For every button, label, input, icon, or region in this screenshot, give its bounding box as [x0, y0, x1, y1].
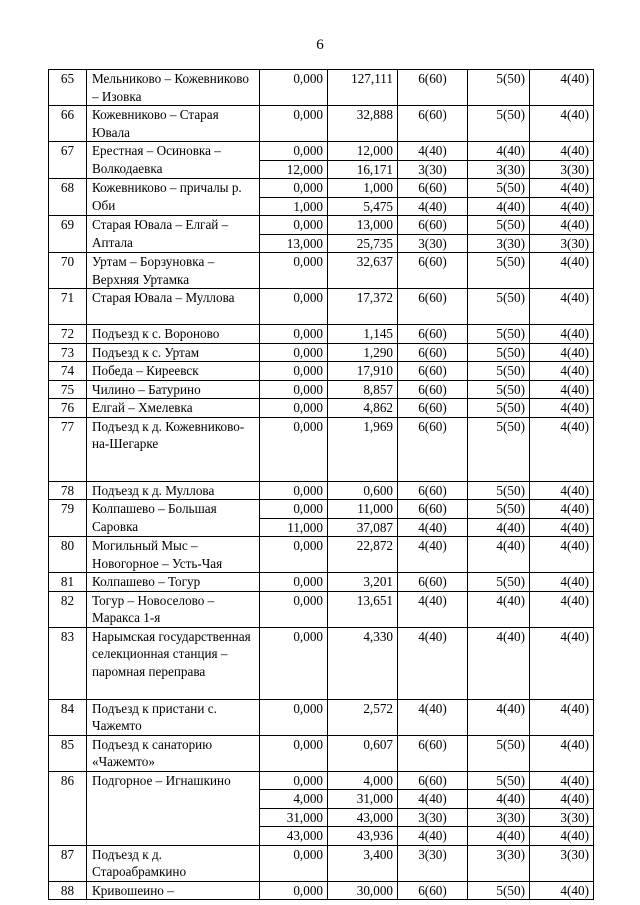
- end-km: 8,857: [328, 380, 398, 399]
- road-name: Подъезд к пристани с. Чажемто: [87, 699, 260, 735]
- end-km: 31,000: [328, 790, 398, 809]
- start-km: 0,000: [260, 142, 328, 161]
- category-a: 4(40): [398, 591, 468, 627]
- end-km: 4,862: [328, 399, 398, 418]
- category-a: 6(60): [398, 573, 468, 592]
- end-km: 11,000: [328, 500, 398, 519]
- table-row: [49, 325, 594, 344]
- end-km: 4,330: [328, 627, 398, 699]
- table-row: [49, 417, 594, 481]
- category-b: 5(50): [468, 106, 530, 142]
- table-row: [49, 573, 594, 592]
- start-km: 0,000: [260, 500, 328, 519]
- category-c: 4(40): [530, 197, 594, 216]
- road-name: Кривошеино –: [87, 881, 260, 900]
- start-km: 0,000: [260, 771, 328, 790]
- end-km: 1,145: [328, 325, 398, 344]
- end-km: 25,735: [328, 234, 398, 253]
- road-name: Нарымская государственная селекционная станция – паромная переправа: [87, 627, 260, 699]
- end-km: 37,087: [328, 518, 398, 537]
- category-b: 5(50): [468, 325, 530, 344]
- category-b: 5(50): [468, 399, 530, 418]
- end-km: 30,000: [328, 881, 398, 900]
- start-km: 0,000: [260, 591, 328, 627]
- category-a: 4(40): [398, 537, 468, 573]
- row-number: 69: [49, 216, 87, 253]
- start-km: 0,000: [260, 537, 328, 573]
- category-b: 4(40): [468, 627, 530, 699]
- category-a: 6(60): [398, 179, 468, 198]
- end-km: 43,936: [328, 827, 398, 846]
- category-c: 4(40): [530, 289, 594, 325]
- end-km: 32,637: [328, 253, 398, 289]
- table-row: [49, 591, 594, 627]
- table-row: [49, 142, 594, 161]
- category-b: 5(50): [468, 362, 530, 381]
- category-c: 4(40): [530, 179, 594, 198]
- row-number: 65: [49, 70, 87, 106]
- category-a: 6(60): [398, 399, 468, 418]
- category-b: 5(50): [468, 289, 530, 325]
- category-c: 4(40): [530, 771, 594, 790]
- start-km: 0,000: [260, 399, 328, 418]
- category-a: 3(30): [398, 808, 468, 827]
- category-b: 4(40): [468, 518, 530, 537]
- category-a: 4(40): [398, 518, 468, 537]
- table-row: [49, 845, 594, 881]
- category-b: 3(30): [468, 234, 530, 253]
- table-row: [49, 537, 594, 573]
- row-number: 84: [49, 699, 87, 735]
- table-row: [49, 627, 594, 699]
- row-number: 78: [49, 481, 87, 500]
- end-km: 32,888: [328, 106, 398, 142]
- category-a: 6(60): [398, 289, 468, 325]
- category-a: 6(60): [398, 500, 468, 519]
- table-row: [49, 399, 594, 418]
- end-km: 17,372: [328, 289, 398, 325]
- end-km: 5,475: [328, 197, 398, 216]
- category-b: 4(40): [468, 197, 530, 216]
- end-km: 2,572: [328, 699, 398, 735]
- start-km: 0,000: [260, 845, 328, 881]
- category-b: 4(40): [468, 591, 530, 627]
- category-b: 4(40): [468, 537, 530, 573]
- start-km: 0,000: [260, 70, 328, 106]
- road-name: Мельниково – Кожевниково – Изовка: [87, 70, 260, 106]
- road-name: Кожевниково – Старая Ювала: [87, 106, 260, 142]
- category-a: 4(40): [398, 790, 468, 809]
- category-a: 6(60): [398, 380, 468, 399]
- start-km: 4,000: [260, 790, 328, 809]
- category-c: 4(40): [530, 827, 594, 846]
- end-km: 12,000: [328, 142, 398, 161]
- start-km: 13,000: [260, 234, 328, 253]
- category-c: 4(40): [530, 537, 594, 573]
- row-number: 77: [49, 417, 87, 481]
- row-number: 82: [49, 591, 87, 627]
- table-row: [49, 481, 594, 500]
- category-a: 4(40): [398, 142, 468, 161]
- end-km: 16,171: [328, 160, 398, 179]
- start-km: 0,000: [260, 573, 328, 592]
- road-name: Старая Ювала – Муллова: [87, 289, 260, 325]
- row-number: 73: [49, 343, 87, 362]
- category-c: 4(40): [530, 399, 594, 418]
- start-km: 0,000: [260, 735, 328, 771]
- category-a: 6(60): [398, 481, 468, 500]
- category-c: 4(40): [530, 481, 594, 500]
- table-row: [49, 289, 594, 325]
- row-number: 83: [49, 627, 87, 699]
- row-number: 68: [49, 179, 87, 216]
- table-row: [49, 380, 594, 399]
- road-name: Кожевниково – причалы р. Оби: [87, 179, 260, 216]
- category-a: 4(40): [398, 627, 468, 699]
- category-c: 4(40): [530, 325, 594, 344]
- start-km: 0,000: [260, 179, 328, 198]
- end-km: 1,969: [328, 417, 398, 481]
- category-b: 5(50): [468, 417, 530, 481]
- road-name: Колпашево – Тогур: [87, 573, 260, 592]
- table-row: [49, 253, 594, 289]
- end-km: 22,872: [328, 537, 398, 573]
- table-row: [49, 881, 594, 900]
- road-name: Подъезд к д. Староабрамкино: [87, 845, 260, 881]
- table-row: [49, 500, 594, 519]
- end-km: 17,910: [328, 362, 398, 381]
- category-a: 6(60): [398, 362, 468, 381]
- end-km: 0,607: [328, 735, 398, 771]
- category-a: 6(60): [398, 735, 468, 771]
- category-a: 4(40): [398, 197, 468, 216]
- category-c: 4(40): [530, 362, 594, 381]
- road-name: Подгорное – Игнашкино: [87, 771, 260, 845]
- category-a: 3(30): [398, 234, 468, 253]
- page-number: 6: [316, 37, 324, 53]
- category-a: 6(60): [398, 216, 468, 235]
- road-name: Тогур – Новоселово – Маракса 1-я: [87, 591, 260, 627]
- end-km: 1,000: [328, 179, 398, 198]
- row-number: 76: [49, 399, 87, 418]
- category-a: 6(60): [398, 417, 468, 481]
- category-c: 3(30): [530, 845, 594, 881]
- row-number: 75: [49, 380, 87, 399]
- road-name: Ерестная – Осиновка – Волкодаевка: [87, 142, 260, 179]
- category-c: 4(40): [530, 500, 594, 519]
- category-c: 4(40): [530, 735, 594, 771]
- category-b: 5(50): [468, 70, 530, 106]
- road-name: Подъезд к д. Муллова: [87, 481, 260, 500]
- category-b: 5(50): [468, 179, 530, 198]
- end-km: 4,000: [328, 771, 398, 790]
- category-a: 3(30): [398, 160, 468, 179]
- start-km: 1,000: [260, 197, 328, 216]
- category-c: 4(40): [530, 573, 594, 592]
- category-c: 4(40): [530, 591, 594, 627]
- category-c: 4(40): [530, 627, 594, 699]
- category-b: 5(50): [468, 343, 530, 362]
- category-a: 6(60): [398, 253, 468, 289]
- row-number: 87: [49, 845, 87, 881]
- row-number: 74: [49, 362, 87, 381]
- start-km: 0,000: [260, 343, 328, 362]
- row-number: 86: [49, 771, 87, 845]
- start-km: 0,000: [260, 380, 328, 399]
- category-c: 4(40): [530, 253, 594, 289]
- category-b: 4(40): [468, 790, 530, 809]
- road-name: Могильный Мыс – Новогорное – Усть-Чая: [87, 537, 260, 573]
- category-a: 6(60): [398, 881, 468, 900]
- road-name: Елгай – Хмелевка: [87, 399, 260, 418]
- category-b: 5(50): [468, 253, 530, 289]
- road-name: Колпашево – Большая Саровка: [87, 500, 260, 537]
- category-c: 4(40): [530, 142, 594, 161]
- start-km: 12,000: [260, 160, 328, 179]
- row-number: 80: [49, 537, 87, 573]
- start-km: 31,000: [260, 808, 328, 827]
- category-c: 4(40): [530, 417, 594, 481]
- start-km: 0,000: [260, 289, 328, 325]
- end-km: 1,290: [328, 343, 398, 362]
- category-c: 4(40): [530, 699, 594, 735]
- road-name: Старая Ювала – Елгай – Аптала: [87, 216, 260, 253]
- start-km: 0,000: [260, 417, 328, 481]
- start-km: 0,000: [260, 627, 328, 699]
- category-c: 4(40): [530, 790, 594, 809]
- table-row: [49, 735, 594, 771]
- category-b: 5(50): [468, 216, 530, 235]
- category-b: 3(30): [468, 845, 530, 881]
- end-km: 13,000: [328, 216, 398, 235]
- category-b: 4(40): [468, 827, 530, 846]
- category-a: 6(60): [398, 70, 468, 106]
- category-c: 3(30): [530, 808, 594, 827]
- table-row: [49, 70, 594, 106]
- table-row: [49, 699, 594, 735]
- category-b: 5(50): [468, 380, 530, 399]
- row-number: 81: [49, 573, 87, 592]
- category-a: 4(40): [398, 699, 468, 735]
- road-name: Подъезд к с. Вороново: [87, 325, 260, 344]
- start-km: 0,000: [260, 325, 328, 344]
- category-b: 5(50): [468, 481, 530, 500]
- category-b: 4(40): [468, 142, 530, 161]
- start-km: 0,000: [260, 216, 328, 235]
- table-row: [49, 179, 594, 198]
- category-a: 4(40): [398, 827, 468, 846]
- category-a: 6(60): [398, 343, 468, 362]
- row-number: 72: [49, 325, 87, 344]
- category-b: 4(40): [468, 699, 530, 735]
- row-number: 70: [49, 253, 87, 289]
- category-a: 6(60): [398, 106, 468, 142]
- category-c: 4(40): [530, 216, 594, 235]
- row-number: 85: [49, 735, 87, 771]
- row-number: 66: [49, 106, 87, 142]
- road-name: Чилино – Батурино: [87, 380, 260, 399]
- start-km: 0,000: [260, 481, 328, 500]
- category-c: 3(30): [530, 234, 594, 253]
- category-c: 4(40): [530, 881, 594, 900]
- category-c: 4(40): [530, 518, 594, 537]
- start-km: 11,000: [260, 518, 328, 537]
- start-km: 0,000: [260, 881, 328, 900]
- start-km: 0,000: [260, 699, 328, 735]
- category-c: 4(40): [530, 106, 594, 142]
- road-name: Подъезд к с. Уртам: [87, 343, 260, 362]
- start-km: 0,000: [260, 362, 328, 381]
- category-a: 3(30): [398, 845, 468, 881]
- start-km: 43,000: [260, 827, 328, 846]
- category-a: 6(60): [398, 771, 468, 790]
- category-b: 5(50): [468, 573, 530, 592]
- table-row: [49, 216, 594, 235]
- end-km: 127,111: [328, 70, 398, 106]
- road-name: Подъезд к д. Кожевниково-на-Шегарке: [87, 417, 260, 481]
- category-b: 5(50): [468, 500, 530, 519]
- category-c: 4(40): [530, 70, 594, 106]
- row-number: 88: [49, 881, 87, 900]
- category-b: 5(50): [468, 735, 530, 771]
- start-km: 0,000: [260, 253, 328, 289]
- roads-table: [48, 69, 594, 900]
- category-b: 5(50): [468, 881, 530, 900]
- table-row: [49, 771, 594, 790]
- row-number: 67: [49, 142, 87, 179]
- road-name: Победа – Киреевск: [87, 362, 260, 381]
- end-km: 43,000: [328, 808, 398, 827]
- road-name: Уртам – Борзуновка – Верхняя Уртамка: [87, 253, 260, 289]
- end-km: 13,651: [328, 591, 398, 627]
- table-row: [49, 343, 594, 362]
- category-c: 4(40): [530, 380, 594, 399]
- table-row: [49, 362, 594, 381]
- end-km: 0,600: [328, 481, 398, 500]
- row-number: 79: [49, 500, 87, 537]
- category-c: 3(30): [530, 160, 594, 179]
- category-a: 6(60): [398, 325, 468, 344]
- category-c: 4(40): [530, 343, 594, 362]
- category-b: 5(50): [468, 771, 530, 790]
- category-b: 3(30): [468, 160, 530, 179]
- road-name: Подъезд к санаторию «Чажемто»: [87, 735, 260, 771]
- start-km: 0,000: [260, 106, 328, 142]
- end-km: 3,201: [328, 573, 398, 592]
- end-km: 3,400: [328, 845, 398, 881]
- table-row: [49, 106, 594, 142]
- row-number: 71: [49, 289, 87, 325]
- category-b: 3(30): [468, 808, 530, 827]
